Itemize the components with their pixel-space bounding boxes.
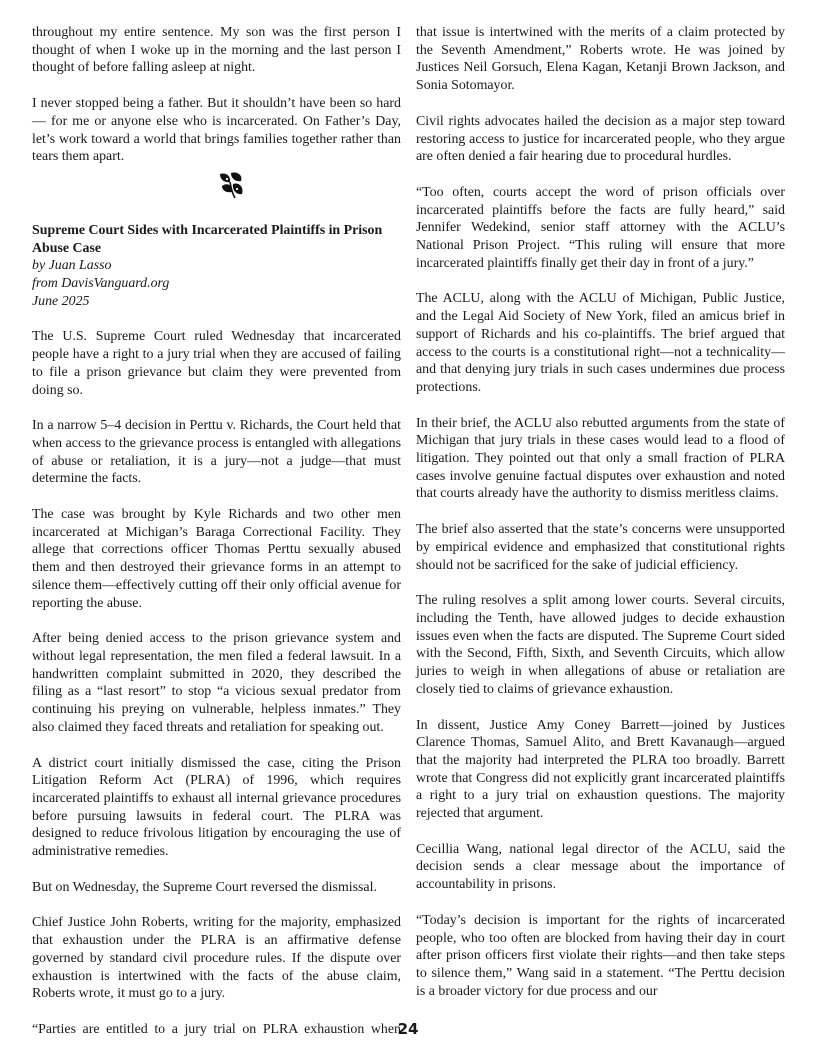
article-header	[32, 222, 401, 311]
body-paragraph: After being denied access to the prison grievance system and without legal representation, the men filed a federal lawsuit. In a handwritten complaint submitted in 2020, they described the filing as a “last resort” to stop “a vicious sexual predator from continuing his preying on vulnerable, helpless inmates.” They also claimed they faced threats and retaliation for speaking out.	[32, 631, 401, 735]
body-paragraph: In dissent, Justice Amy Coney Barrett—joined by Justices Clarence Thomas, Samuel Alito, and Brett Kavanaugh—argued that the majority had interpreted the PLRA too broadly. Barrett wrote that Congress did not explicitly grant incarcerated plaintiffs a right to a jury trial on exhaustion questions. The majority rejected that argument.	[416, 717, 785, 822]
body-paragraph: that issue is intertwined with the merits of a claim protected by the Seventh Amendment,” Roberts wrote. He was joined by Justices Neil Gorsuch, Elena Kagan, Ketanji Brown Jackson, and Sonia Sotomayor.	[416, 25, 785, 94]
body-paragraph: “Too often, courts accept the word of prison officials over incarcerated plaintiffs before the facts are fully heard,” said Jennifer Wedekind, senior staff attorney with the ACLU’s National Prison Project. “This ruling will ensure that more incarcerated plaintiffs finally get their day in front of a jury.”	[416, 184, 785, 271]
body-paragraph: “Today’s decision is important for the rights of incarcerated people, who too often are blocked from having their day in court after prison officers first violate their rights—and then take steps to silence them,” Wang said in a statement. “The Perttu decision is a broader victory for due process and our	[416, 912, 785, 999]
body-paragraph: The ruling resolves a split among lower courts. Several circuits, including the Tenth, have allowed judges to decide exhaustion issues even when the facts are disputed. The Supreme Court sided with the Second, Fifth, Sixth, and Seventh Circuits, which allow juries to weigh in when allegations of abuse or retaliation are closely tied to claims of grievance exhaustion.	[416, 593, 785, 697]
body-paragraph: The brief also asserted that the state’s concerns were unsupported by empirical evidence and emphasized that constitutional rights should not be sacrificed for the sake of judicial efficiency.	[416, 522, 785, 573]
body-paragraph: The U.S. Supreme Court ruled Wednesday that incarcerated people have a right to a jury trial when they are accused of failing to file a prison grievance but claim they were prevented from doing so.	[32, 329, 401, 398]
article-author: by Juan Lasso	[32, 258, 112, 274]
article-headline: Supreme Court Sides with Incarcerated Plaintiffs in Prison Abuse Case	[32, 222, 383, 256]
body-paragraph: But on Wednesday, the Supreme Court reversed the dismissal.	[32, 879, 377, 895]
body-paragraph: The case was brought by Kyle Richards and two other men incarcerated at Michigan’s Baraga Correctional Facility. They allege that corrections officer Thomas Perttu sexually abused them and then destroyed their grievance forms in an attempt to silence them—effectively cutting off their only official avenue for reporting the abuse.	[32, 507, 401, 611]
body-paragraph: Chief Justice John Roberts, writing for the majority, emphasized that exhaustion under the PLRA is an affirmative defense governed by standard civil procedure rules. If the dispute over exhaustion is intertwined with the facts of the abuse claim, Roberts wrote, it must go to a jury.	[32, 915, 401, 1002]
body-paragraph: In a narrow 5–4 decision in Perttu v. Richards, the Court held that when access to the grievance process is entangled with allegations of abuse or retaliation, it is a jury—not a judge—that must determine the facts.	[32, 418, 401, 487]
body-paragraph: A district court initially dismissed the case, citing the Prison Litigation Reform Act (PLRA) of 1996, which requires incarcerated plaintiffs to exhaust all internal grievance procedures before pursuing lawsuits in federal court. The PLRA was designed to reduce frivolous litigation by encouraging the use of administrative remedies.	[32, 755, 401, 860]
body-paragraph: I never stopped being a father. But it shouldn’t have been so hard — for me or anyone else who is incarcerated. On Father’s Day, let’s work toward a world that brings families together rather than tears them apart.	[32, 96, 401, 165]
article-source: from DavisVanguard.org	[32, 276, 170, 292]
left-column	[32, 24, 401, 1039]
body-paragraph: In their brief, the ACLU also rebutted arguments from the state of Michigan that jury trials in these cases would lead to a flood of litigation. They pointed out that only a small fraction of PLRA cases involve genuine factual disputes over exhaustion and noted that courts already have the authority to dismiss meritless claims.	[416, 415, 785, 502]
body-paragraph: Cecillia Wang, national legal director of the ACLU, said the decision sends a clear message about the importance of accountability in prisons.	[416, 841, 785, 893]
body-paragraph: “Parties are entitled to a jury trial on PLRA exhaustion when	[32, 1021, 401, 1037]
article-date: June 2025	[32, 293, 90, 309]
page-number: 24	[397, 1020, 419, 1038]
section-divider	[32, 170, 401, 200]
body-paragraph: throughout my entire sentence. My son was the first person I thought of when I woke up in the morning and the last person I thought of before falling asleep at night.	[32, 25, 401, 76]
body-paragraph: Civil rights advocates hailed the decision as a major step toward restoring access to justice for incarcerated people, who they argue are often denied a fair hearing due to procedural hurdles.	[416, 113, 785, 165]
leaf-ornament-icon	[216, 170, 246, 200]
right-column	[416, 24, 785, 1000]
body-paragraph: The ACLU, along with the ACLU of Michigan, Public Justice, and the Legal Aid Society of New York, filed an amicus brief in support of Richards and his co-plaintiffs. The brief argued that access to the courts is a constitutional right—not a technicality—and that denying jury trials in such cases undermines due process protections.	[416, 291, 785, 395]
